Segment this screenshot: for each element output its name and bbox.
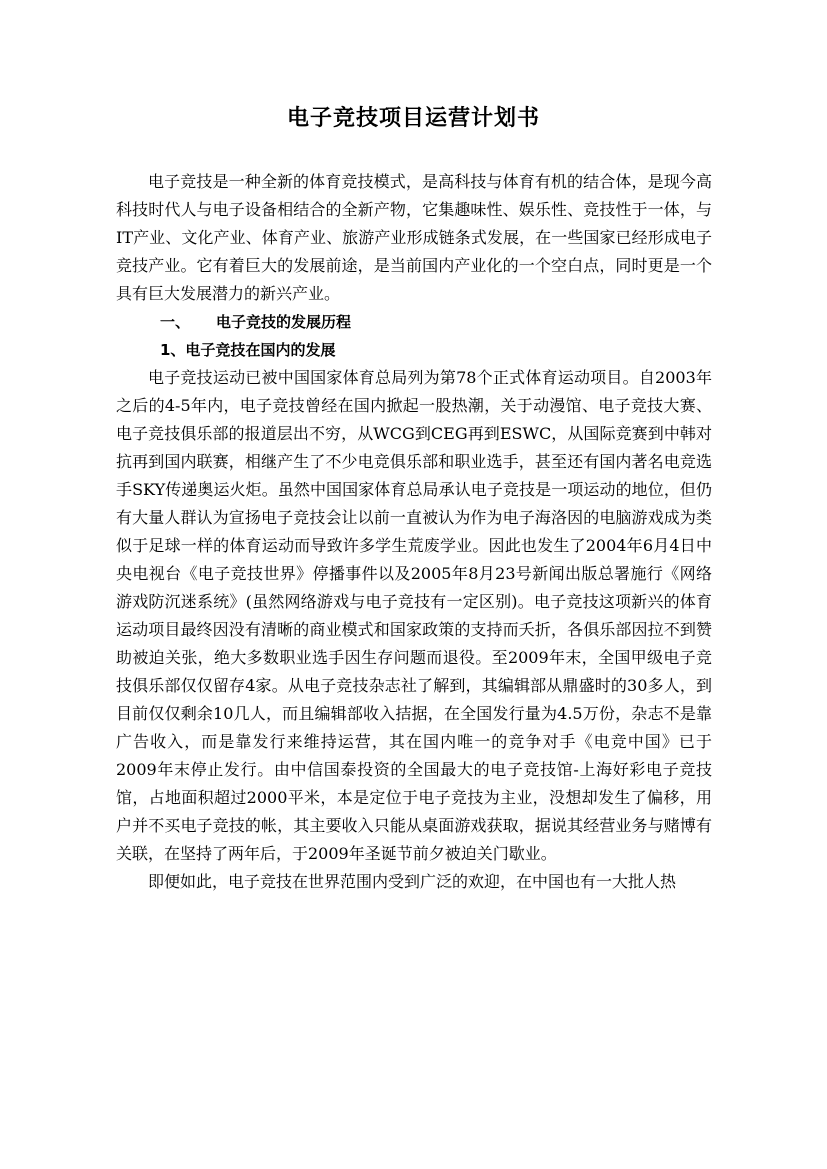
history-paragraph: 电子竞技运动已被中国国家体育总局列为第78个正式体育运动项目。自2003年之后的4-5年内，电子竞技曾经在国内掀起一股热潮，关于动漫馆、电子竞技大赛、电子竞技俱乐部的报道层出不穷，从WCG到CEG再到ESWC，从国际竞赛到中韩对抗再到国内联赛，相继产生了不少电竞俱乐部和职业选手，甚至还有国内著名电竞选手SKY传递奥运火炬。虽然中国国家体育总局承认电子竞技是一项运动的地位，但仍有大量人群认为宣扬电子竞技会让以前一直被认为作为电子海洛因的电脑游戏成为类似于足球一样的体育运动而导致许多学生荒废学业。因此也发生了2004年6月4日中央电视台《电子竞技世界》停播事件以及2005年8月23号新闻出版总署施行《网络游戏防沉迷系统》(虽然网络游戏与电子竞技有一定区别)。电子竞技这项新兴的体育运动项目最终因没有清晰的商业模式和国家政策的支持而夭折，各俱乐部因拉不到赞助被迫关张，绝大多数职业选手因生存问题而退役。至2009年末，全国甲级电子竞技俱乐部仅仅留存4家。从电子竞技杂志社了解到，其编辑部从鼎盛时的30多人，到目前仅仅剩余10几人，而且编辑部收入拮据，在全国发行量为4.5万份，杂志不是靠广告收入，而是靠发行来维持运营，其在国内唯一的竞争对手《电竞中国》已于2009年末停止发行。由中信国泰投资的全国最大的电子竞技馆-上海好彩电子竞技馆，占地面积超过2000平米，本是定位于电子竞技为主业，没想却发生了偏移，用户并不买电子竞技的帐，其主要收入只能从桌面游戏获取，据说其经营业务与赌博有关联，在坚持了两年后，于2009年圣诞节前夕被迫关门歇业。 bbox=[116, 368, 712, 863]
document-title: 电子竞技项目运营计划书 bbox=[286, 106, 540, 131]
subsection-heading: 1、电子竞技在国内的发展 bbox=[160, 341, 336, 359]
continuation-paragraph: 即便如此，电子竞技在世界范围内受到广泛的欢迎，在中国也有一大批人热 bbox=[148, 872, 677, 891]
intro-paragraph: 电子竞技是一种全新的体育竞技模式，是高科技与体育有机的结合体，是现今高科技时代人与电子设备相结合的全新产物，它集趣味性、娱乐性、竞技性于一体，与IT产业、文化产业、体育产业、旅游产业形成链条式发展，在一些国家已经形成电子竞技产业。它有着巨大的发展前途，是当前国内产业化的一个空白点，同时更是一个具有巨大发展潜力的新兴产业。 bbox=[116, 172, 712, 303]
document-body bbox=[116, 168, 712, 896]
section-number: 一、 bbox=[160, 313, 191, 331]
section-title: 电子竞技的发展历程 bbox=[216, 313, 352, 331]
section-heading bbox=[116, 308, 712, 336]
